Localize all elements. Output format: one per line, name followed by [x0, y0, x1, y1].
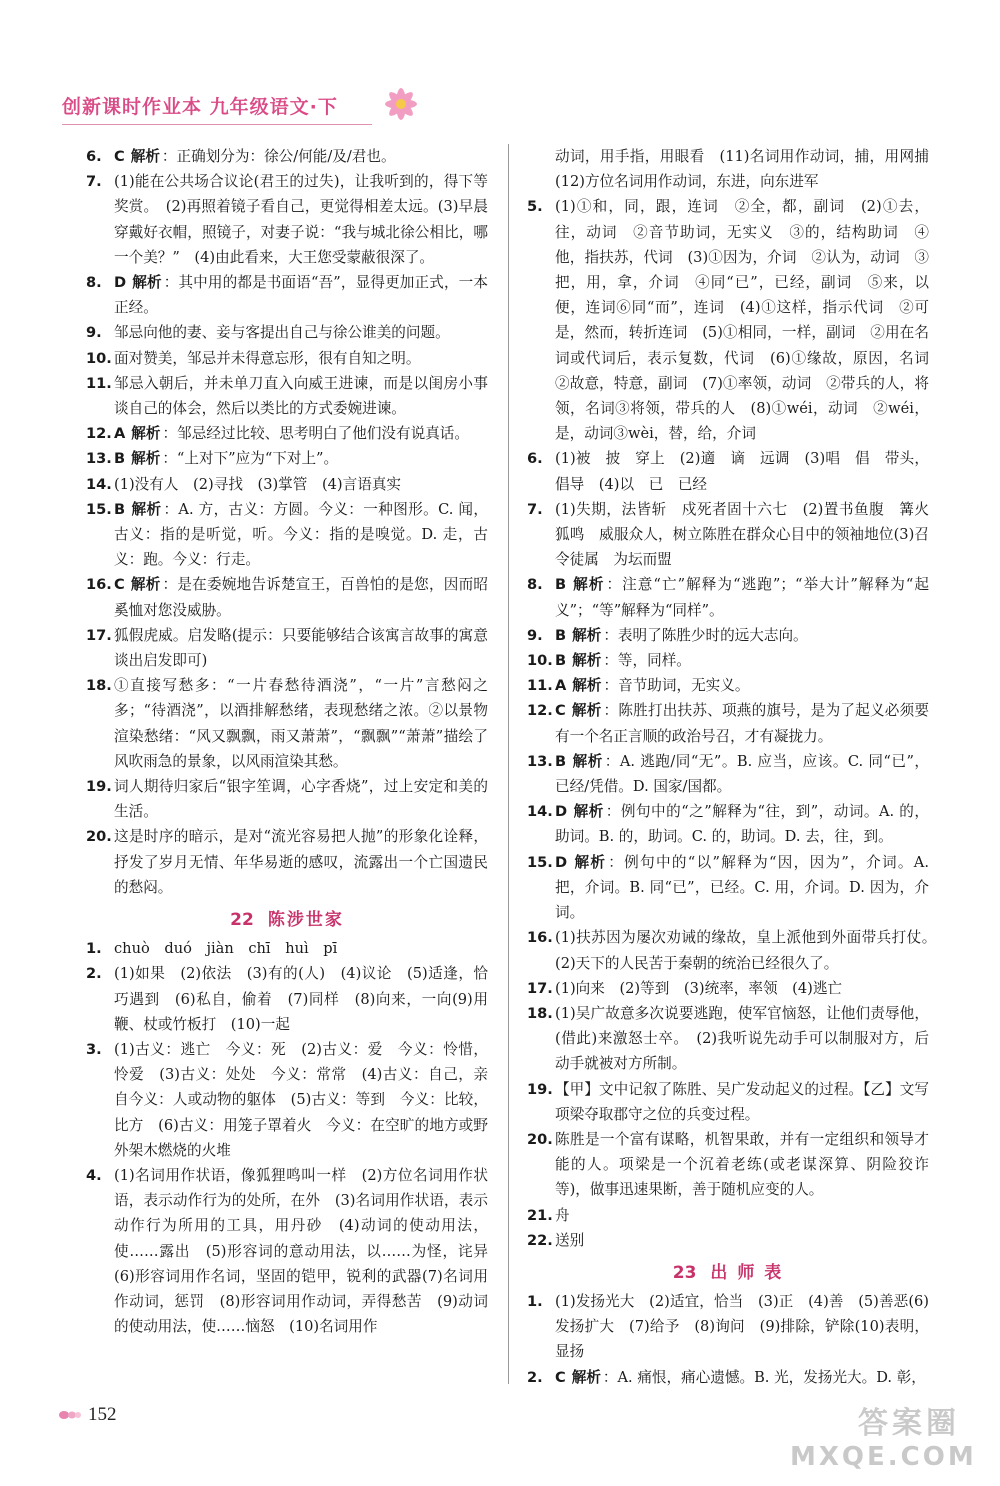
answer-item: [86, 1037, 488, 1163]
header: [62, 88, 338, 122]
answer-text: ：A. 逃跑/同“无”。B. 应当，应该。C. 同“已”，已经/凭借。D. 国家/国都。: [555, 752, 929, 796]
answer-text: 狐假虎威。启发略(提示：只要能够结合该寓言故事的寓意谈出启发即可): [114, 626, 488, 670]
answer-item: [527, 446, 929, 496]
answer-text: 面对赞美，邹忌并未得意忘形，很有自知之明。: [114, 349, 421, 367]
analysis-label: 解析: [572, 652, 602, 670]
flower-icon: [375, 78, 427, 130]
question-number: 16.: [527, 929, 553, 947]
choice-answer: B: [114, 450, 126, 468]
answer-text: (1)被 披 穿上 (2)適 谪 远调 (3)唱 倡 带头，倡导 (4)以 已 已经: [555, 450, 929, 493]
choice-answer: D: [555, 803, 568, 821]
answer-item: [86, 572, 488, 622]
analysis-label: 解析: [571, 1368, 601, 1386]
answer-text: ：等，同样。: [603, 652, 691, 670]
answer-item: [527, 497, 929, 573]
choice-answer: C: [555, 702, 566, 720]
answer-item: [86, 421, 488, 446]
answer-text: (1)失期，法皆斩 戍死者固十六七 (2)置书鱼腹 篝火狐鸣 威服众人，树立陈胜在群众心目中的领袖地位(3)召令徒属 为坛而盟: [555, 500, 929, 569]
answer-item: [527, 1001, 929, 1077]
answer-item: [527, 1077, 929, 1127]
analysis-label: 解析: [130, 576, 161, 594]
answer-text: ：例句中的“之”解释为“往，到”，动词。A. 的，助词。B. 的，助词。C. 的，助词。D. 去，往，到。: [555, 803, 929, 846]
answer-item: [527, 749, 929, 799]
answer-text: chuò duó jiàn chī huì pī: [114, 940, 338, 958]
question-number: 9.: [527, 626, 543, 644]
choice-answer: B: [114, 500, 126, 518]
answer-text: ①直接写愁多：“一片春愁待酒浇”，“一片”言愁闷之多；“待酒浇”，以酒排解愁绪，表现愁绪之浓。②以景物渲染愁绪：“风又飘飘，雨又萧萧”，“飘飘”“萧萧”描绘了风吹雨急的景象，以风雨渲染其愁。: [114, 677, 488, 770]
answer-text: (1)古义：逃亡 今义：死 (2)古义：爱 今义：怜惜，怜爱 (3)古义：处处 今义：常常 (4)古义：自己，亲自今义：人或动物的躯体 (5)古义：等到 今义：比较，比方 (6)古义：用笼子罩着火 今义：在空旷的地方或野外架木燃烧的火堆: [114, 1040, 488, 1159]
choice-answer: B: [555, 576, 567, 594]
answer-item: [86, 623, 488, 673]
choice-answer: B: [555, 626, 567, 644]
question-number: 5.: [527, 198, 543, 216]
answer-text: 舟: [555, 1206, 570, 1224]
answer-item: [86, 270, 488, 320]
answer-text: (1)①和，同，跟，连词 ②全，都，副词 (2)①去，往，动词 ②音节助词，无实义 ③的，结构助词 ④他，指扶苏，代词 (3)①因为，介词 ②认为，动词 ③把，用，拿，介词 ④同“已”，已经，副词 ⑤来，以便，连词⑥同“而”，连词 (4)①这样，指示代词 ②可是，然而，转折连词 (5)①相同，一样，副词 ②用在名词或代词后，表示复数，代词 (6)①缘故，原因，名词 ②故意，特意，副词 (7)①率领，动词 ②带兵的人，将领，名词③将领，带兵的人 (8)①wéi，动词 ②wéi，是，动词③wèi，替，给，介词: [555, 198, 944, 443]
answer-item: [527, 799, 929, 849]
answer-text: ：正确划分为：徐公/何能/及/君也。: [161, 148, 396, 165]
answer-text: 词人期待归家后“银字笙调，心字香烧”，过上安定和美的生活。: [114, 778, 488, 821]
answer-item: [527, 1289, 929, 1365]
answer-text: ：A. 痛恨，痛心遗憾。B. 光，发扬光大。D. 彰，: [602, 1368, 926, 1386]
question-number: 15.: [527, 853, 553, 871]
question-number: 7.: [527, 500, 543, 518]
answer-text: (1)没有人 (2)寻找 (3)掌管 (4)言语真实: [114, 475, 402, 493]
question-number: 6.: [86, 148, 102, 165]
answer-item: [86, 497, 488, 573]
answer-text: (1)扶苏因为屡次劝诫的缘故，皇上派他到外面带兵打仗。 (2)天下的人民苦于秦朝的统治已经很久了。: [555, 929, 944, 972]
answer-continuation: 动词，用手指，用眼看 (11)名词用作动词，捕，用网捕(12)方位名词用作动词，东进，向东进军: [555, 148, 929, 191]
answer-text: (1)吴广故意多次说要逃跑，使军官恼怒，让他们责辱他，(借此)来激怒士卒。 (2)我听说先动手可以制服对方，后动手就被对方所制。: [555, 1004, 929, 1073]
page-ornament-icon: [58, 1408, 82, 1422]
choice-answer: C: [114, 148, 125, 165]
answer-text: (1)向来 (2)等到 (3)统率，率领 (4)逃亡: [555, 979, 843, 997]
answer-item: [527, 698, 929, 748]
section-title: 出 师 表: [710, 1262, 784, 1283]
answer-text: ：是在委婉地告诉楚宣王，百兽怕的是您，因而昭奚恤对您没威胁。: [114, 576, 488, 619]
question-number: 11.: [86, 374, 112, 392]
answer-item: [527, 673, 929, 698]
section-number: 23: [672, 1262, 697, 1283]
answer-item: [86, 446, 488, 471]
analysis-label: 解析: [572, 752, 603, 770]
choice-answer: D: [555, 853, 568, 871]
watermark-top: 答案圈: [858, 1406, 960, 1441]
choice-answer: C: [114, 576, 125, 594]
question-number: 7.: [86, 173, 102, 191]
question-number: 12.: [86, 425, 112, 443]
choice-answer: B: [555, 752, 567, 770]
watermark-bottom: MXQE.COM: [790, 1442, 977, 1472]
answer-item: [86, 774, 488, 824]
choice-answer: A: [114, 425, 126, 443]
section-number: 22: [230, 910, 254, 931]
answer-text: ：例句中的“以”解释为“因，因为”，介词。A. 把，介词。B. 同“已”，已经。C. 用，介词。D. 因为，介词。: [555, 853, 929, 922]
answer-item: [86, 961, 488, 1037]
answer-text: ：A. 方，古义：方圆。今义：一种图形。C. 闻，古义：指的是听觉，听。今义：指的是嗅觉。D. 走，古义：跑。今义：行走。: [114, 500, 488, 569]
answer-text: (1)名词用作状语，像狐狸鸣叫一样 (2)方位名词用作状语，表示动作行为的处所，在外 (3)名词用作状语，表示动作行为所用的工具，用丹砂 (4)动词的使动用法，使……露出 (5)形容词的意动用法，以……为怪，诧异 (6)形容词用作名词，坚固的铠甲，锐利的武器(7)名词用作动词，惩罚 (8)形容词用作动词，弄得愁苦 (9)动词的使动用法，使……恼怒 (10)名词用作: [114, 1166, 503, 1336]
analysis-label: 解析: [130, 148, 160, 165]
analysis-label: 解析: [132, 274, 162, 292]
question-number: 16.: [86, 576, 112, 594]
answer-item: [527, 1365, 929, 1390]
answer-item: [86, 673, 488, 774]
question-number: 15.: [86, 500, 112, 518]
answer-item: [86, 346, 488, 371]
answer-text: 邹忌向他的妻、妾与客提出自己与徐公谁美的问题。: [114, 324, 450, 342]
answer-item: [527, 925, 944, 975]
analysis-label: 解析: [131, 425, 161, 443]
answer-text: ：邹忌经过比较、思考明白了他们没有说真话。: [162, 425, 469, 443]
answer-text: 这是时序的暗示，是对“流光容易把人抛”的形象化诠释，抒发了岁月无情、年华易逝的感叹，流露出一个亡国遗民的愁闷。: [114, 828, 488, 896]
answer-text: 【甲】文中记叙了陈胜、吴广发动起义的过程。【乙】文写项梁夺取郡守之位的兵变过程。: [555, 1080, 929, 1123]
analysis-label: 解析: [572, 677, 602, 695]
page-number: 152: [88, 1404, 117, 1425]
question-number: 20.: [86, 828, 112, 846]
answer-text: 邹忌入朝后，并未单刀直入向威王进谏，而是以闺房小事谈自己的体会，然后以类比的方式委婉进谏。: [114, 374, 488, 418]
question-number: 13.: [527, 752, 553, 770]
answer-item: [86, 824, 488, 900]
question-number: 12.: [527, 702, 553, 720]
question-number: 3.: [86, 1040, 102, 1058]
question-number: 1.: [527, 1292, 543, 1310]
question-number: 10.: [86, 349, 112, 367]
question-number: 9.: [86, 324, 102, 342]
answer-text: ：表明了陈胜少时的远大志向。: [603, 626, 808, 644]
question-number: 18.: [86, 677, 112, 695]
analysis-label: 解析: [572, 576, 605, 594]
question-number: 8.: [86, 274, 102, 292]
answer-item: [527, 648, 929, 673]
choice-answer: D: [114, 274, 127, 292]
answer-item: [86, 472, 488, 497]
choice-answer: C: [555, 1368, 566, 1386]
analysis-label: 解析: [573, 803, 604, 821]
choice-answer: A: [555, 677, 567, 695]
section-heading: [527, 1261, 929, 1283]
answer-text: ：“上对下”应为“下对上”。: [162, 450, 339, 468]
analysis-label: 解析: [571, 702, 602, 720]
answer-item: [527, 572, 929, 622]
question-number: 20.: [527, 1130, 553, 1148]
answer-item: [527, 850, 929, 926]
question-number: 17.: [527, 979, 553, 997]
answer-text: (1)能在公共场合议论(君王的过失)，让我听到的，得下等奖赏。 (2)再照着镜子看自己，更觉得相差太远。(3)早晨穿戴好衣帽，照镜子，对妻子说：“我与城北徐公相比，哪一个美？” (4)由此看来，大王您受蒙蔽很深了。: [114, 173, 488, 266]
answer-item: [86, 371, 488, 421]
answer-text: ：陈胜打出扶苏、项燕的旗号，是为了起义必须要有一个名正言顺的政治号召，才有凝拢力。: [555, 702, 929, 745]
question-number: 21.: [527, 1206, 553, 1224]
answer-item: [527, 623, 929, 648]
question-number: 13.: [86, 450, 112, 468]
answer-item: [527, 1228, 929, 1253]
answer-text: ：注意“亡”解释为“逃跑”；“举大计”解释为“起义”；“等”解释为“同样”。: [555, 576, 929, 619]
analysis-label: 解析: [131, 500, 162, 518]
answer-item: [86, 320, 488, 345]
question-number: 22.: [527, 1231, 553, 1249]
section-title: 陈涉世家: [267, 910, 344, 931]
answer-text: 陈胜是一个富有谋略，机智果敢，并有一定组织和领导才能的人。项梁是一个沉着老练(或老谋深算、阴险狡诈等)，做事迅速果断，善于随机应变的人。: [555, 1130, 929, 1199]
answer-text: (1)如果 (2)依法 (3)有的(人) (4)议论 (5)适逢，恰巧遇到 (6)私自，偷着 (7)同样 (8)向来，一向(9)用鞭、杖或竹板打 (10)一起: [114, 965, 488, 1033]
question-number: 1.: [86, 940, 102, 958]
question-number: 2.: [86, 965, 102, 983]
answer-text: ：音节助词，无实义。: [603, 677, 750, 695]
header-title: 创新课时作业本 九年级语文·下: [62, 95, 338, 118]
question-number: 17.: [86, 626, 112, 644]
question-number: 6.: [527, 450, 543, 468]
right-column: [527, 144, 944, 1390]
analysis-label: 解析: [131, 450, 161, 468]
question-number: 10.: [527, 652, 553, 670]
question-number: 8.: [527, 576, 543, 594]
answer-item: [86, 144, 488, 169]
answer-text: ：其中用的都是书面语“吾”，显得更加正式，一本正经。: [114, 274, 488, 317]
question-number: 11.: [527, 677, 553, 695]
section-heading: [86, 908, 488, 930]
footer: [58, 1404, 117, 1426]
answer-text: (1)发扬光大 (2)适宜，恰当 (3)正 (4)善 (5)善恶(6)发扬扩大 (7)给予 (8)询问 (9)排除，铲除(10)表明，显扬: [555, 1292, 929, 1361]
question-number: 18.: [527, 1004, 553, 1022]
watermark-logo: [790, 1398, 977, 1474]
question-number: 4.: [86, 1166, 102, 1184]
answer-item: [86, 169, 488, 270]
header-rule: [62, 124, 372, 125]
answer-item: [86, 1163, 503, 1339]
answer-item: [527, 194, 944, 446]
answer-item: [527, 976, 929, 1001]
question-number: 19.: [86, 778, 112, 796]
question-number: 14.: [527, 803, 553, 821]
question-number: 19.: [527, 1080, 553, 1098]
answer-item: [86, 936, 488, 961]
analysis-label: 解析: [573, 853, 607, 871]
choice-answer: B: [555, 652, 567, 670]
answer-item: [527, 1127, 929, 1203]
column-divider: [508, 144, 509, 1384]
answer-text: 送别: [555, 1231, 585, 1249]
question-number: 2.: [527, 1368, 543, 1386]
answer-item: [527, 1203, 929, 1228]
analysis-label: 解析: [572, 626, 602, 644]
left-column: [86, 144, 503, 1339]
question-number: 14.: [86, 475, 112, 493]
